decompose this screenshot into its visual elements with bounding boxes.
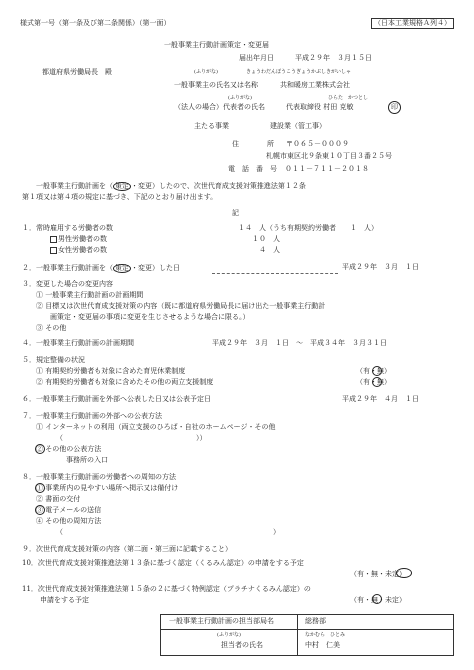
- item2-leader: [212, 273, 338, 274]
- item11-label: 11．次世代育成支援対策推進法第１５条の２に基づく特例認定（プラチナくるみん認定）の: [22, 585, 311, 593]
- item5-opt2: ② 有期契約労働者も対象に含めたその他の両立支援制度: [36, 378, 214, 386]
- item3-label: ３．変更した場合の変更内容: [22, 280, 113, 288]
- jis-standard: （日本工業規格Ａ列４）: [371, 18, 454, 29]
- dept-value[interactable]: 総務部: [305, 617, 326, 625]
- item4-label: ４．一般事業主行動計画の計画期間: [22, 339, 134, 347]
- item7-label: ７．一般事業主行動計画の外部への公表方法: [22, 412, 162, 420]
- item9-label: ９．次世代育成支援対策の内容（第二面・第三面に記載すること）: [22, 545, 232, 553]
- company-furigana-label: (ふりがな): [194, 69, 218, 75]
- person-furigana-label: (ふりがな): [217, 632, 241, 638]
- company-name: 共和暖房工業株式会社: [280, 81, 350, 89]
- person-name[interactable]: 中村 仁美: [305, 641, 340, 649]
- item5-opt2-yn[interactable]: （有・無）: [356, 378, 391, 386]
- company-name-label: 一般事業主の氏名又は名称: [174, 81, 258, 89]
- contact-table: [160, 614, 454, 656]
- item2-label: ２．一般事業主行動計画を（ 策定 ・変更）した日: [22, 264, 180, 272]
- item3-opt2[interactable]: ② 目標又は次世代育成支援対策の内容（既に都道府県労働局長に届け出た一般事業主行動計: [36, 302, 326, 310]
- contact-table-row-divider: [161, 629, 453, 630]
- ki-heading: 記: [232, 209, 239, 217]
- item10-yn[interactable]: （有・無・未定）: [350, 570, 406, 578]
- intro-line-2: 第１項又は第４項の規定に基づき、下記のとおり届け出ます。: [22, 193, 218, 201]
- item7-opt2[interactable]: ② その他の公表方法: [36, 445, 102, 453]
- business: 建設業（管工事）: [270, 122, 326, 130]
- business-label: 主たる事業: [194, 122, 229, 130]
- item1-female: ４ 人: [259, 246, 280, 254]
- item10-undecided-ring: [396, 568, 412, 578]
- item8-label: ８．一般事業主行動計画の労働者への周知の方法: [22, 473, 176, 481]
- item8-opt4-paren: （ ）: [56, 528, 280, 536]
- dept-label: 一般事業主行動計画の担当部局名: [169, 617, 274, 625]
- rep-name: 代表取締役 村田 克敏: [286, 103, 354, 111]
- item8-opt4[interactable]: ④ その他の周知方法: [36, 517, 102, 525]
- person-label: 担当者の氏名: [221, 641, 263, 649]
- item8-opt1[interactable]: ① 事業所内の見やすい場所へ掲示又は備付け: [36, 484, 179, 492]
- filing-date: 届出年月日 平成２９年 ３月１５日: [239, 54, 372, 62]
- item4-period: 平成２９年 ３月 １日 ～ 平成３４年 ３月３１日: [212, 339, 387, 347]
- item7-opt2-sub: 事務所の入口: [66, 456, 108, 464]
- phone: ０１１－７１１－２０１８: [285, 165, 369, 173]
- item7-opt1-paren: （ ））: [56, 434, 207, 442]
- male-checkbox[interactable]: [50, 236, 57, 243]
- company-furigana: きょうわだんぼうこうぎょうかぶしきがいしゃ: [246, 69, 352, 75]
- seal-mark: 印: [388, 101, 401, 114]
- item11-yn[interactable]: （有・無・未定）: [350, 596, 406, 604]
- rep-furigana-label: (ふりがな): [228, 95, 252, 101]
- item5-opt2-none-ring: [372, 377, 382, 387]
- contact-table-col-divider: [297, 615, 298, 655]
- item10-label: 10．次世代育成支援対策推進法第１３条に基づく認定（くるみん認定）の申請をする予定: [22, 559, 304, 567]
- item6-label: ６．一般事業主行動計画を外部へ公表した日又は公表予定日: [22, 395, 211, 403]
- item5-label: ５．規定整備の状況: [22, 356, 85, 364]
- phone-label: 電 話 番 号: [228, 165, 277, 173]
- item8-opt3[interactable]: ③ 電子メールの送信: [36, 506, 102, 514]
- item1-male: １０ 人: [252, 235, 280, 243]
- item11-none-ring: [372, 594, 382, 604]
- item6-date: 平成２９年 ４月 １日: [342, 395, 419, 403]
- female-checkbox[interactable]: [50, 247, 57, 254]
- rep-furigana: ひらた かつとし: [328, 95, 369, 101]
- person-furigana: なかむら ひとみ: [305, 632, 346, 638]
- address: 札幌市東区北９条東１０丁目３番２５号: [266, 152, 392, 160]
- item5-opt1-yn[interactable]: （有・無）: [356, 367, 391, 375]
- item1-label: １．常時雇用する労働者の数: [22, 224, 113, 232]
- item2-strategy-ring: 策定: [115, 264, 129, 272]
- item1-male-label: 男性労働者の数: [58, 235, 107, 243]
- address-label: 住 所: [232, 140, 274, 148]
- item1-female-label: 女性労働者の数: [58, 246, 107, 254]
- postal-code: 〒０６５－０００９: [286, 140, 349, 148]
- intro-strategy-ring: 策定: [115, 182, 129, 190]
- item5-opt1: ① 有期契約労働者も対象に含めた育児休業制度: [36, 367, 186, 375]
- item3-opt2-cont: 画策定・変更届の事項に変更を生じさせるような場合に限る。）: [50, 313, 250, 321]
- item2-date: 平成２９年 ３月 １日: [342, 263, 419, 271]
- item5-opt1-none-ring: [372, 366, 382, 376]
- item11-label-cont: 申請をする予定: [40, 596, 89, 604]
- recipient: 都道府県労働局長 殿: [42, 68, 112, 76]
- item1-total: １４ 人（うち有期契約労働者 １ 人）: [238, 224, 378, 232]
- item3-opt3[interactable]: ③ その他: [36, 324, 67, 332]
- form-number: 様式第一号（第一条及び第二条関係）（第一面）: [20, 19, 171, 27]
- intro-line-1: 一般事業主行動計画を（ 策定 ・変更）したので、次世代育成支援対策推進法第１２条: [36, 182, 306, 190]
- form-title: 一般事業主行動計画策定・変更届: [164, 41, 269, 49]
- item3-opt1[interactable]: ① 一般事業主行動計画の計画期間: [36, 291, 144, 299]
- rep-label: （法人の場合）代表者の氏名: [174, 103, 265, 111]
- item8-opt2[interactable]: ② 書面の交付: [36, 495, 81, 503]
- item7-opt1[interactable]: ① インターネットの利用（両立支援のひろば・自社のホームページ・その他: [36, 423, 276, 431]
